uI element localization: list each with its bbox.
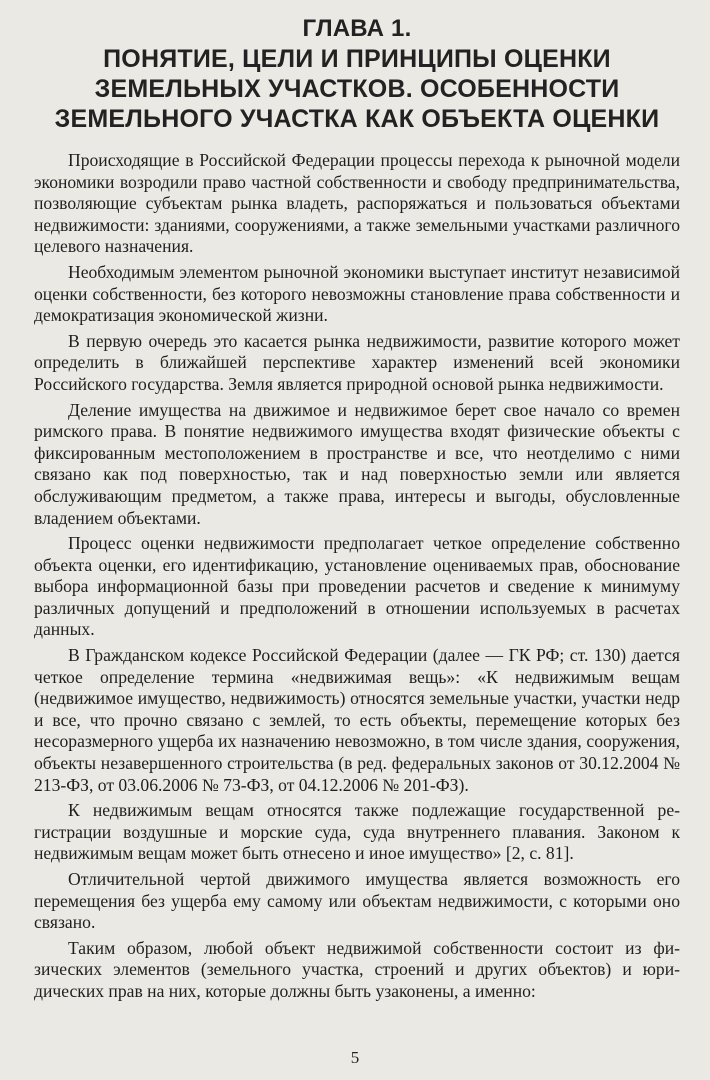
chapter-body: [34, 150, 680, 1003]
paragraph-1: Происходящие в Российской Федерации процессы перехода к рыночной модели экономики возродили право частной собственности и свободу предпринимательства, позволяющие субъектам рынка владеть, распоряжаться и пользоваться объектами недвижимости: зданиями, сооружениями, а также земельными участками различного целевого назначения.: [34, 150, 680, 257]
paragraph-6: В Гражданском кодексе Российской Федерации (далее — ГК РФ; ст. 130) дается четкое определение термина «недвижимая вещь»: «К недвижимым вещам (недвижимое имущество, недвижимость) относятся земельные участки, участки недр и все, что прочно связано с землей, то есть объекты, перемещение которых без несоразмерного ущерба их назначению невозможно, в том числе здания, сооружения, объекты незавершенного строительства (в ред. федеральных законов от 30.12.2004 № 213-ФЗ, от 03.06.2006 № 73-ФЗ, от 04.12.2006 № 201-ФЗ).: [34, 645, 680, 795]
paragraph-3: В первую очередь это касается рынка недвижимости, развитие которого может определить в ближайшей перспективе характер изменений всей экономики Российского государства. Земля является природной основой рынка недвижимости.: [34, 330, 680, 394]
paragraph-4: Деление имущества на движимое и недвижимое берет свое начало со времен римского права. В понятие недвижимого имущества входят физические объекты с фиксированным местоположением в пространстве и все, что неотделимо с ними связано как под поверхностью, так и над поверхностью земли или является обслуживающим предметом, а также права, интересы и выгоды, обусловленные владением объектами.: [34, 399, 680, 528]
chapter-label: ГЛАВА 1.: [302, 15, 412, 42]
paragraph-2: Необходимым элементом рыночной экономики выступает институт независимой оценки собственности, без которого невозможны становление права собственности и демократизация экономической жизни.: [34, 261, 680, 326]
chapter-title-line-2: ЗЕМЕЛЬНЫХ УЧАСТКОВ. ОСОБЕННОСТИ: [94, 75, 620, 103]
paragraph-9: Таким образом, любой объект недвижимой собственности состоит из физических элементов (земельного участка, строений и других объектов) и юридических прав на них, которые должны быть узаконены, а именно:: [34, 937, 680, 1001]
paragraph-5: Процесс оценки недвижимости предполагает четкое определение собственно объекта оценки, его идентификацию, установление оцениваемых прав, обоснование выбора информационной базы при проведении расчетов и сведение к минимуму различных допущений и предположений в отношении используемых в расчетах данных.: [34, 533, 680, 640]
chapter-heading: [34, 14, 680, 134]
chapter-title-line-1: ПОНЯТИЕ, ЦЕЛИ И ПРИНЦИПЫ ОЦЕНКИ: [103, 45, 611, 73]
paragraph-8: Отличительной чертой движимого имущества является возможность его перемещения без ущерба ему самому или объектам недвижимости, с которыми оно связано.: [34, 869, 680, 933]
chapter-title-line-3: ЗЕМЕЛЬНОГО УЧАСТКА КАК ОБЪЕКТА ОЦЕНКИ: [54, 105, 660, 133]
paragraph-7: К недвижимым вещам относятся также подлежащие государственной регистрации воздушные и морские суда, суда внутреннего плавания. Законом к недвижимым вещам может быть отнесено и иное имущество» [2, с. 81].: [34, 800, 680, 864]
page-number: 5: [350, 1048, 360, 1067]
